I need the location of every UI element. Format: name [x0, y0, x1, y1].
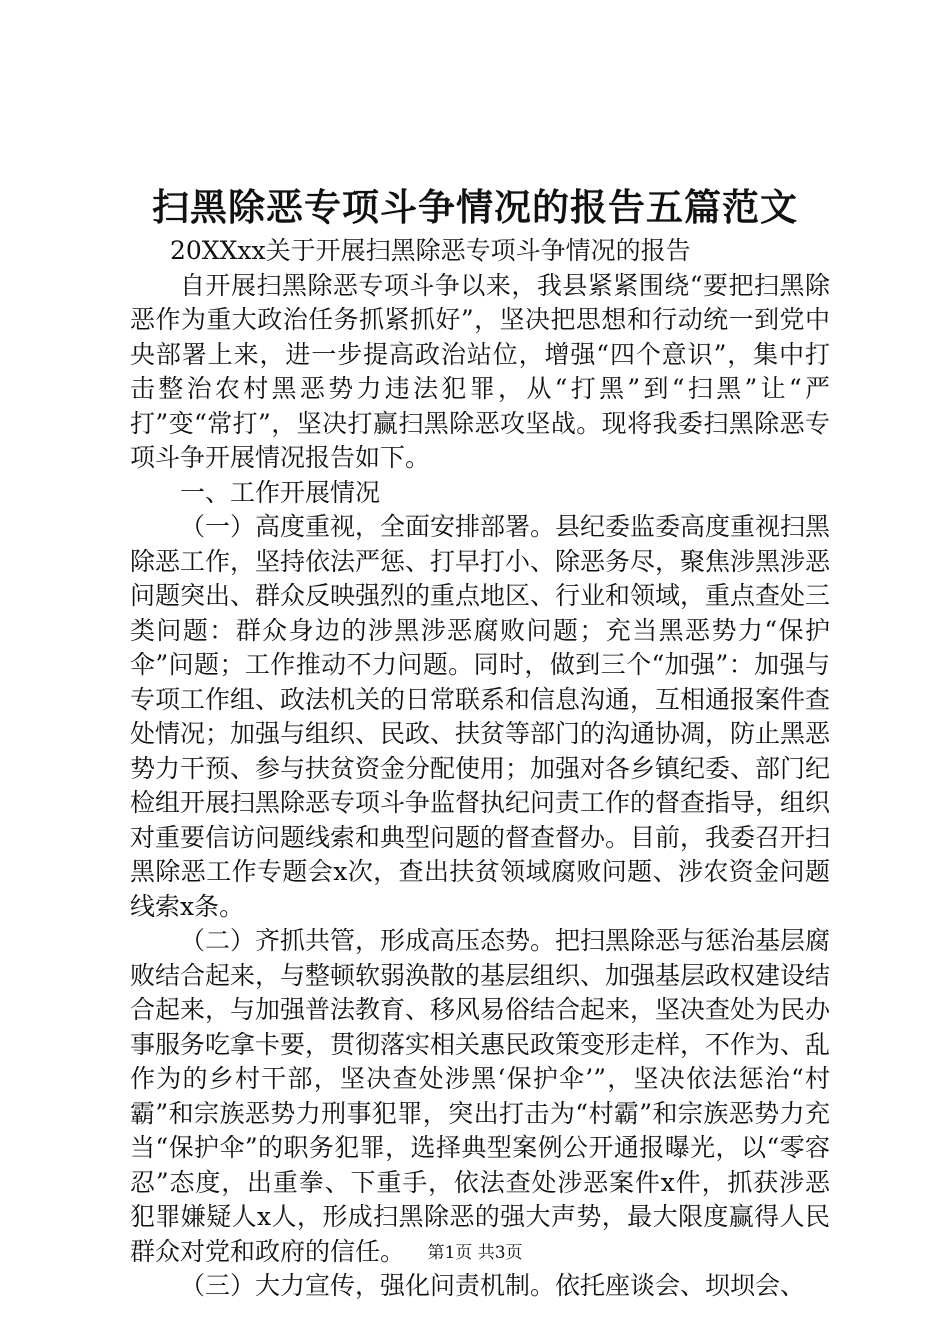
- page-footer: 第1页 共3页: [427, 1243, 523, 1263]
- paragraph-intro: 自开展扫黑除恶专项斗争以来，我县紧紧围绕“要把扫黑除恶作为重大政治任务抓紧抓好”，坚决把思想和行动统一到党中央部署上来，进一步提高政治站位，增强“四个意识”，集中打击整治农村黑恶势力违法犯罪，从“打黑”到“扫黑”让“严打”变“常打”，坚决打赢扫黑除恶攻坚战。现将我委扫黑除恶专项斗争开展情况报告如下。: [130, 270, 830, 472]
- section-heading-work: 一、工作开展情况: [180, 477, 381, 507]
- paragraph-item-3: （三）大力宣传，强化问责机制。依托座谈会、坝坝会、: [180, 1271, 806, 1300]
- document-body: [130, 234, 830, 1304]
- report-subtitle: 20XXxx关于开展扫黑除恶专项斗争情况的报告: [170, 236, 691, 265]
- document-title: 扫黑除恶专项斗争情况的报告五篇范文: [152, 185, 798, 229]
- paragraph-item-1: （一）高度重视，全面安排部署。县纪委监委高度重视扫黑除恶工作，坚持依法严惩、打早打小、除恶务尽，聚焦涉黑涉恶问题突出、群众反映强烈的重点地区、行业和领域，重点查处三类问题：群众身边的涉黑涉恶腐败问题；充当黑恶势力“保护伞”问题；工作推动不力问题。同时，做到三个“加强”：加强与专项工作组、政法机关的日常联系和信息沟通，互相通报案件查处情况；加强与组织、民政、扶贫等部门的沟通协凋，防止黑恶势力干预、参与扶贫资金分配使用；加强对各乡镇纪委、部门纪检组开展扫黑除恶专项斗争监督执纪问责工作的督查指导，组织对重要信访问题线索和典型问题的督查督办。目前，我委召开扫黑除恶工作专题会x次，查出扶贫领域腐败问题、涉农资金问题线索x条。: [130, 512, 831, 921]
- paragraph-item-2: （二）齐抓共管，形成高压态势。把扫黑除恶与惩治基层腐败结合起来，与整顿软弱涣散的基层组织、加强基层政权建设结合起来，与加强普法教育、移风易俗结合起来，坚决查处为民办事服务吃拿卡要，贯彻落实相关惠民政策变形走样，不作为、乱作为的乡村干部，坚决查处涉黑‘保护伞’”，坚决依法惩治“村霸”和宗族恶势力刑事犯罪，突出打击为“村霸”和宗族恶势力充当“保护伞”的职务犯罪，选择典型案例公开通报曝光，以“零容忍”态度，出重拳、下重手，依法查处涉恶案件x件，抓获涉恶犯罪嫌疑人x人，形成扫黑除恶的强大声势，最大限度赢得人民群众对党和政府的信任。: [130, 926, 831, 1266]
